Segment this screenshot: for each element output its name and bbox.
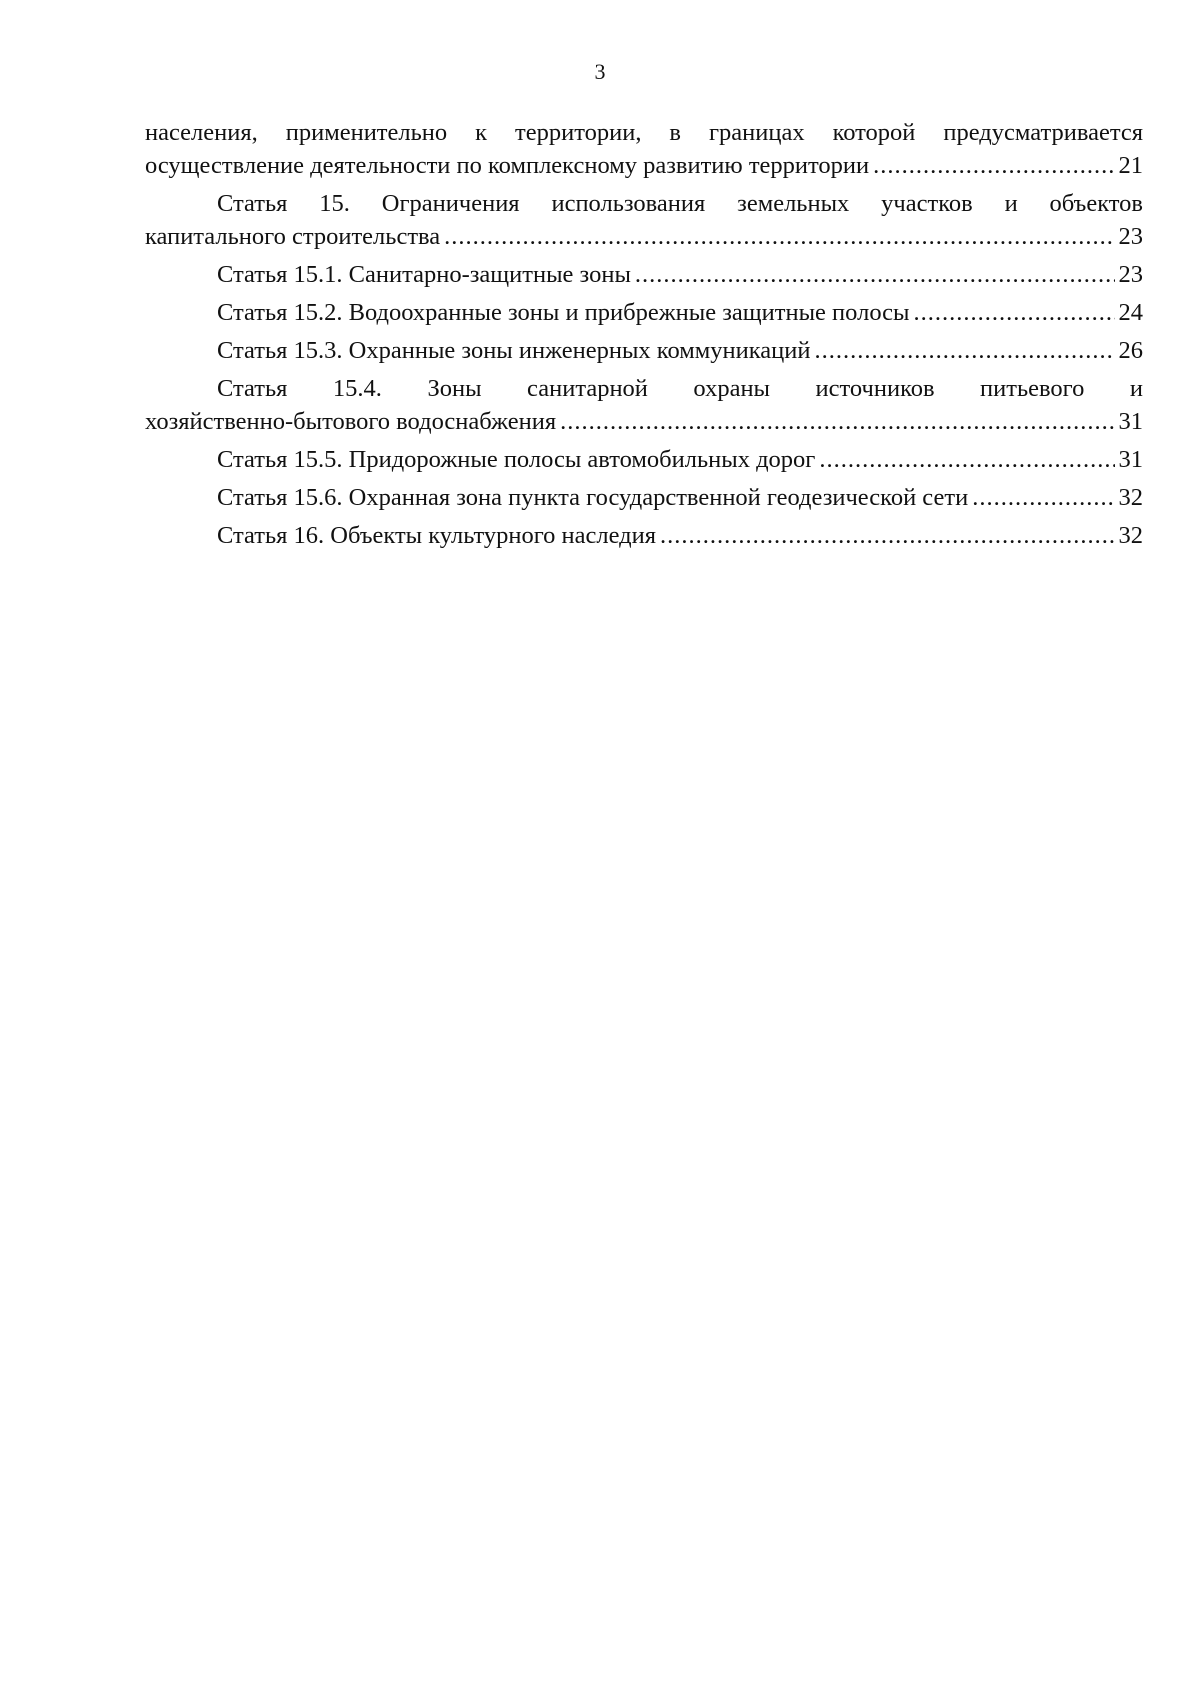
toc-entry-title: хозяйственно-бытового водоснабжения: [145, 408, 557, 435]
toc-entry-title: Статья 15.3. Охранные зоны инженерных коммуникаций: [217, 337, 811, 364]
toc-entry-last-line: [145, 519, 1143, 552]
dot-leader: [819, 443, 1114, 476]
dot-leader: [972, 481, 1114, 514]
toc-entry-last-line: [145, 220, 1143, 253]
dot-leader: [560, 405, 1114, 438]
toc-entry-last-line: [145, 443, 1143, 476]
toc-entry-title-line: Статья 15.4. Зоны санитарной охраны источников питьевого и: [217, 375, 1143, 402]
toc-entry-last-line: [145, 334, 1143, 367]
toc-entry[interactable]: [145, 116, 1143, 182]
toc-entry-title: Статья 15.5. Придорожные полосы автомобильных дорог: [217, 446, 816, 473]
toc-page-number: 23: [1118, 223, 1143, 250]
dot-leader: [660, 519, 1115, 552]
toc-entry[interactable]: [145, 258, 1143, 291]
toc-entry-last-line: [145, 405, 1143, 438]
toc-page-number: 32: [1118, 522, 1143, 549]
dot-leader: [635, 258, 1115, 291]
toc-entry[interactable]: [145, 296, 1143, 329]
toc-entry-last-line: [145, 149, 1143, 182]
toc-page-number: 21: [1118, 152, 1143, 179]
toc-entry[interactable]: [145, 372, 1143, 438]
toc-entry[interactable]: [145, 334, 1143, 367]
page-number: 3: [594, 59, 606, 84]
toc-entry-title: осуществление деятельности по комплексному развитию территории: [145, 152, 870, 179]
toc-entry-title-line: населения, применительно к территории, в границах которой предусматривается: [145, 119, 1143, 146]
dot-leader: [814, 334, 1114, 367]
dot-leader: [873, 149, 1114, 182]
toc-page-number: 32: [1118, 484, 1143, 511]
toc-entry[interactable]: [145, 187, 1143, 253]
toc-entry[interactable]: [145, 481, 1143, 514]
toc-entry[interactable]: [145, 519, 1143, 552]
toc-entry-title: Статья 15.2. Водоохранные зоны и прибрежные защитные полосы: [217, 299, 910, 326]
toc-page-number: 26: [1118, 337, 1143, 364]
toc-page-number: 31: [1118, 446, 1143, 473]
dot-leader: [914, 296, 1115, 329]
toc-page-number: 23: [1118, 261, 1143, 288]
toc-page-number: 24: [1118, 299, 1143, 326]
toc-entry[interactable]: [145, 443, 1143, 476]
toc-entry-title: Статья 15.1. Санитарно-защитные зоны: [217, 261, 631, 288]
dot-leader: [444, 220, 1114, 253]
toc-entry-title: капитального строительства: [145, 223, 441, 250]
toc-entry-title-line: Статья 15. Ограничения использования земельных участков и объектов: [217, 190, 1143, 217]
toc-entry-title: Статья 16. Объекты культурного наследия: [217, 522, 656, 549]
toc-entry-last-line: [145, 258, 1143, 291]
table-of-contents: [145, 116, 1143, 557]
toc-page-number: 31: [1118, 408, 1143, 435]
toc-entry-last-line: [145, 296, 1143, 329]
toc-entry-title: Статья 15.6. Охранная зона пункта государственной геодезической сети: [217, 484, 969, 511]
toc-entry-last-line: [145, 481, 1143, 514]
